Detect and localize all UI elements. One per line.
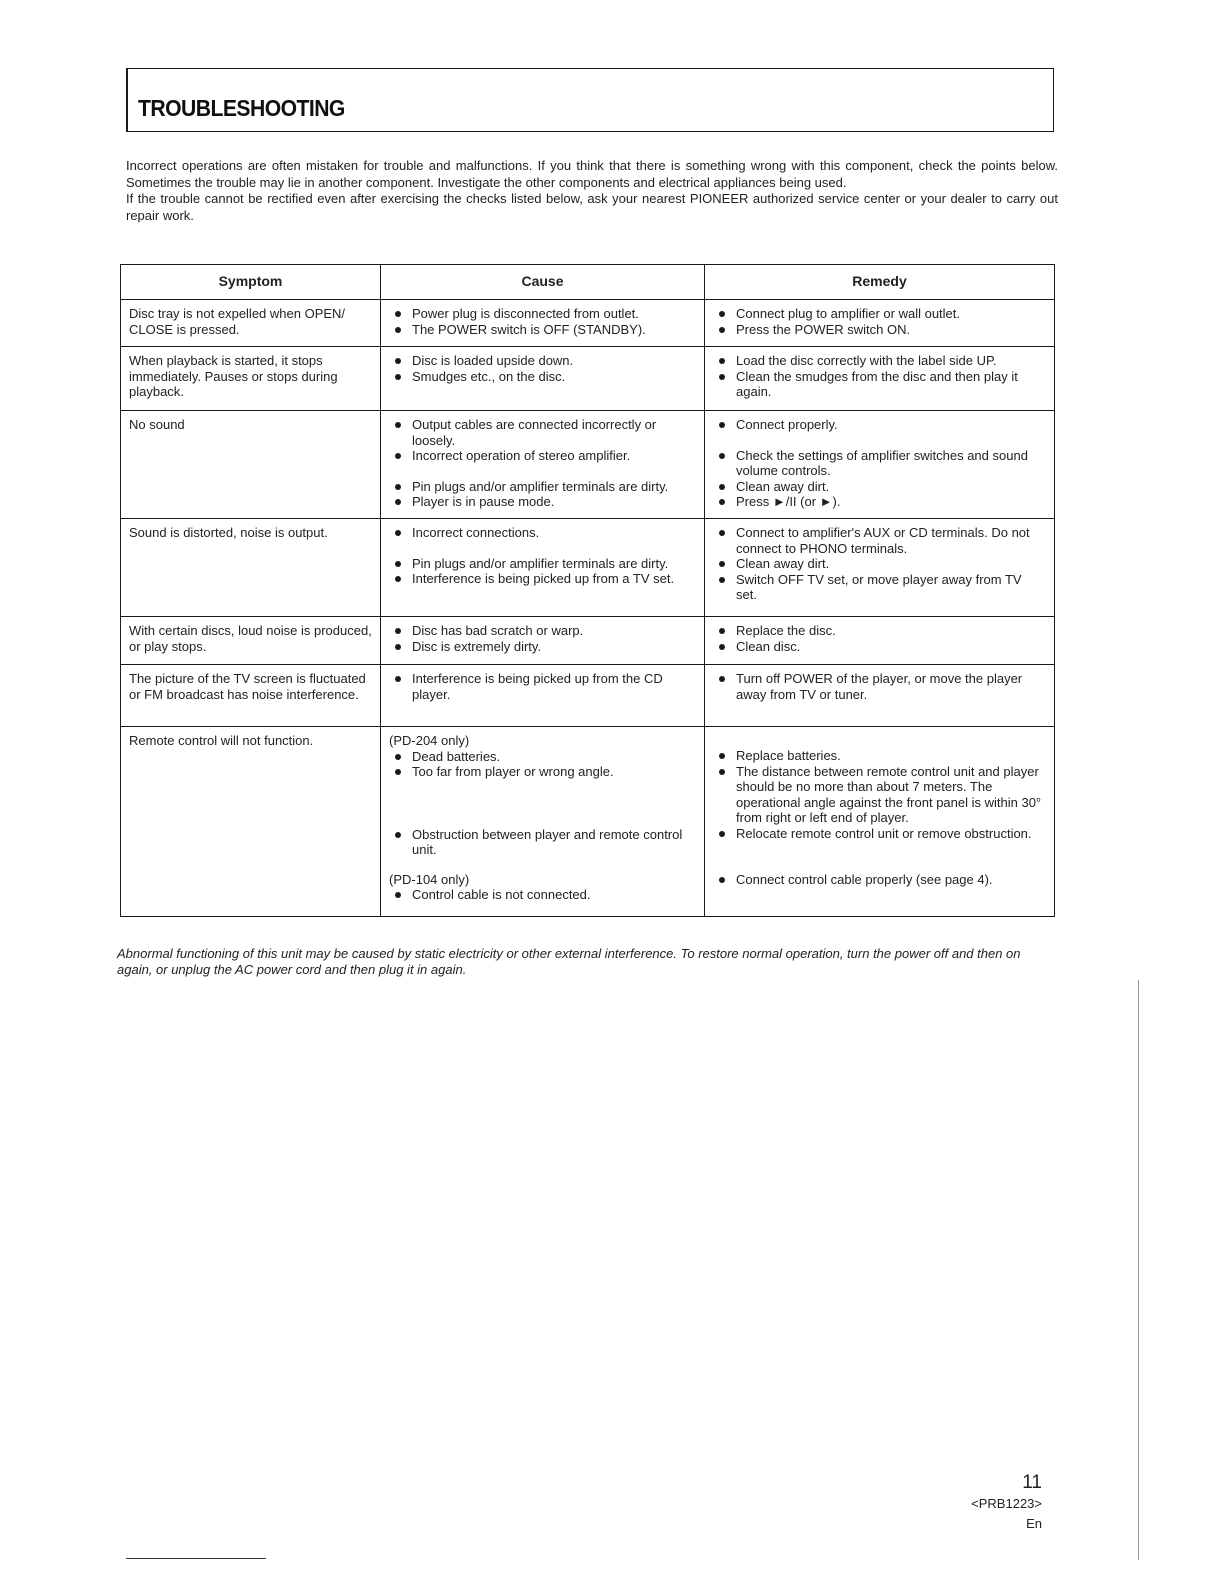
remedy-item: Clean disc. [713,639,1046,655]
remedy-item: The distance between remote control unit and player should be no more than about 7 meters. The operational angle against the front panel is within 30° from right or left end of player. [713,764,1046,826]
cause-item: Output cables are connected incorrectly or loosely. [389,417,696,448]
cause-item: Obstruction between player and remote control unit. [389,827,696,858]
intro-paragraph-2: If the trouble cannot be rectified even after exercising the checks listed below, ask your nearest PIONEER authorized service center or your dealer to carry out repair work. [126,191,1058,223]
remedy-cell [705,727,1055,917]
table-row [121,519,1055,617]
table-row [121,347,1055,411]
intro-paragraph-1: Incorrect operations are often mistaken for trouble and malfunctions. If you think that there is something wrong with this component, check the points below. Sometimes the trouble may lie in another component. Investigate the other components and electrical appliances being used. [126,158,1058,190]
cause-item: Control cable is not connected. [389,887,696,903]
cause-item: Incorrect operation of stereo amplifier. [389,448,696,464]
remedy-item: Load the disc correctly with the label side UP. [713,353,1046,369]
remedy-item: Connect to amplifier's AUX or CD terminals. Do not connect to PHONO terminals. [713,525,1046,556]
cause-item: Smudges etc., on the disc. [389,369,696,385]
cause-cell [381,300,705,347]
remedy-cell [705,411,1055,519]
footer-rule [126,1558,266,1559]
remedy-item: Connect plug to amplifier or wall outlet. [713,306,1046,322]
table-row [121,300,1055,347]
table-row [121,727,1055,917]
remedy-item: Clean away dirt. [713,556,1046,572]
symptom-cell: No sound [121,411,381,519]
remedy-cell [705,617,1055,665]
remedy-item: Relocate remote control unit or remove obstruction. [713,826,1046,842]
remedy-cell [705,665,1055,727]
remedy-item: Press the POWER switch ON. [713,322,1046,338]
remedy-item: Press ►/II (or ►). [713,494,1046,510]
remedy-item: Replace batteries. [713,748,1046,764]
cause-item: Interference is being picked up from a TV set. [389,571,696,587]
cause-cell [381,665,705,727]
scan-edge-line [1138,980,1139,1560]
remedy-item: Replace the disc. [713,623,1046,639]
cause-cell [381,347,705,411]
cause-group-heading: (PD-204 only) [389,733,470,748]
table-row [121,411,1055,519]
cause-cell [381,617,705,665]
remedy-item: Check the settings of amplifier switches and sound volume controls. [713,448,1046,479]
remedy-item: Clean the smudges from the disc and then play it again. [713,369,1046,400]
table-row [121,617,1055,665]
title-box [126,68,1054,132]
cause-cell [381,411,705,519]
header-cause: Cause [381,265,705,300]
symptom-cell: Sound is distorted, noise is output. [121,519,381,617]
symptom-cell: Disc tray is not expelled when OPEN/ CLOSE is pressed. [121,300,381,347]
header-remedy: Remedy [705,265,1055,300]
static-electricity-note [117,946,1054,978]
symptom-cell: The picture of the TV screen is fluctuated or FM broadcast has noise interference. [121,665,381,727]
page-number: 11 [1022,1472,1042,1493]
cause-item: Pin plugs and/or amplifier terminals are dirty. [389,556,696,572]
cause-item: Pin plugs and/or amplifier terminals are dirty. [389,479,696,495]
language-code: En [1026,1516,1042,1531]
cause-item: Dead batteries. [389,749,696,765]
cause-cell [381,519,705,617]
symptom-cell: With certain discs, loud noise is produced, or play stops. [121,617,381,665]
cause-item: Power plug is disconnected from outlet. [389,306,696,322]
remedy-item: Clean away dirt. [713,479,1046,495]
cause-item: Disc has bad scratch or warp. [389,623,696,639]
cause-item: The POWER switch is OFF (STANDBY). [389,322,696,338]
cause-item: Disc is loaded upside down. [389,353,696,369]
cause-item: Too far from player or wrong angle. [389,764,696,780]
remedy-item: Connect properly. [713,417,1046,433]
document-code: <PRB1223> [971,1496,1042,1511]
cause-item: Disc is extremely dirty. [389,639,696,655]
cause-item: Interference is being picked up from the CD player. [389,671,696,702]
remedy-item: Connect control cable properly (see page 4). [713,872,1046,888]
intro-text [126,158,1058,224]
cause-item: Player is in pause mode. [389,494,696,510]
header-symptom: Symptom [121,265,381,300]
page-title: TROUBLESHOOTING [138,95,345,121]
cause-cell [381,727,705,917]
remedy-item: Turn off POWER of the player, or move the player away from TV or tuner. [713,671,1046,702]
troubleshooting-table [120,264,1055,917]
table-row [121,665,1055,727]
remedy-cell [705,300,1055,347]
table-header-row [121,265,1055,300]
cause-item: Incorrect connections. [389,525,696,541]
cause-group-heading: (PD-104 only) [389,871,470,887]
symptom-cell: When playback is started, it stops immediately. Pauses or stops during playback. [121,347,381,411]
remedy-cell [705,519,1055,617]
remedy-cell [705,347,1055,411]
note-text: Abnormal functioning of this unit may be caused by static electricity or other external interference. To restore normal operation, turn the power off and then on again, or unplug the AC power cord and then plug it in again. [117,946,1021,977]
remedy-item: Switch OFF TV set, or move player away from TV set. [713,572,1046,603]
symptom-cell: Remote control will not function. [121,727,381,917]
